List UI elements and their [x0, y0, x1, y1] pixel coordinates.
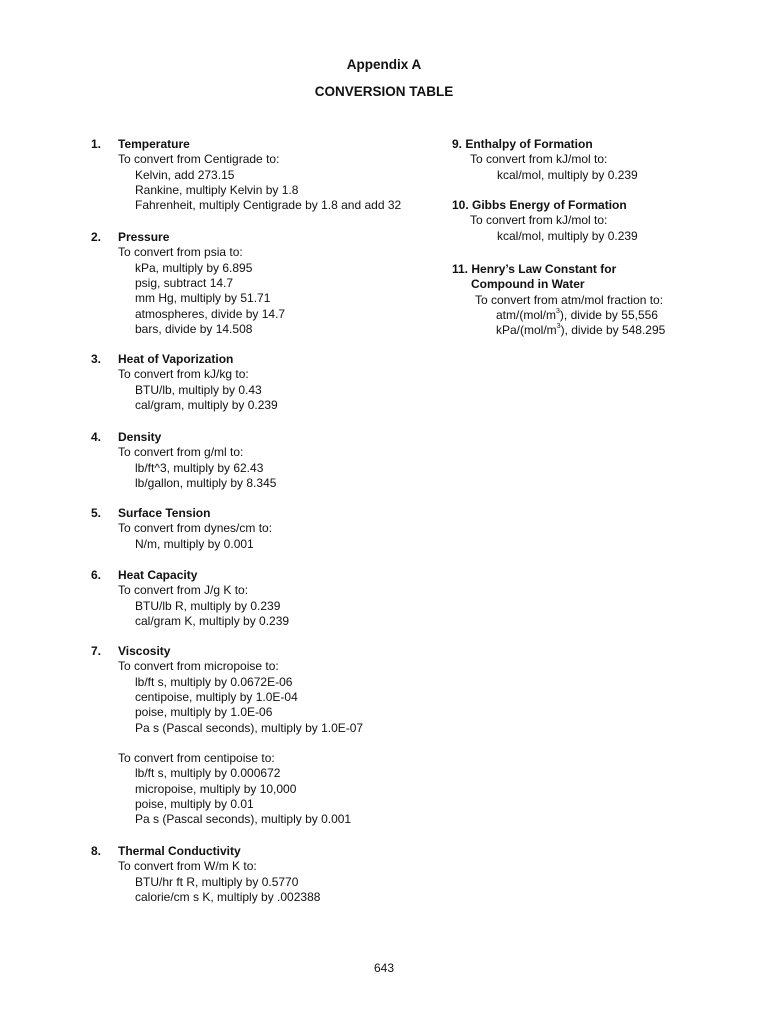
convert-from-line: To convert from J/g K to: — [118, 583, 249, 598]
section-number: 1. — [91, 137, 102, 151]
convert-from-line — [475, 293, 663, 308]
conversion-line: lb/ft^3, multiply by 62.43 — [135, 460, 264, 475]
conversion-line: psig, subtract 14.7 — [135, 275, 234, 290]
line-text: kcal/mol, multiply by 0.239 — [497, 228, 638, 243]
section-heading: Heat of Vaporization — [118, 352, 234, 366]
conversion-line: BTU/lb, multiply by 0.43 — [135, 382, 262, 397]
convert-from-line: To convert from g/ml to: — [118, 445, 244, 460]
convert-from-line: To convert from dynes/cm to: — [118, 521, 273, 536]
conversion-line: lb/ft s, multiply by 0.000672 — [135, 766, 281, 781]
conversion-line: Pa s (Pascal seconds), multiply by 0.001 — [135, 812, 352, 827]
line-text: To convert from kJ/mol to: — [470, 213, 608, 228]
section-heading: Surface Tension — [118, 506, 211, 520]
convert-from-line: To convert from centipoise to: — [118, 751, 275, 766]
line-text: kcal/mol, multiply by 0.239 — [497, 167, 638, 182]
section-number: 5. — [91, 506, 102, 520]
conversion-line: kPa, multiply by 6.895 — [135, 260, 253, 275]
conversion-line — [496, 308, 658, 323]
section-heading: 10. Gibbs Energy of Formation — [452, 198, 627, 212]
conversion-table-title: CONVERSION TABLE — [314, 84, 454, 99]
line-text: To convert from kJ/mol to: — [470, 152, 608, 167]
conversion-line: Fahrenheit, multiply Centigrade by 1.8 and add 32 — [135, 198, 402, 213]
convert-from-line: To convert from Centigrade to: — [118, 152, 280, 167]
conversion-line: micropoise, multiply by 10,000 — [135, 781, 297, 796]
conversion-line: BTU/lb R, multiply by 0.239 — [135, 598, 281, 613]
section-number: 4. — [91, 430, 102, 444]
section-number: 6. — [91, 568, 102, 582]
section-number: 7. — [91, 644, 102, 658]
conversion-line: atmospheres, divide by 14.7 — [135, 306, 286, 321]
line-text: atm/(mol/m — [496, 307, 556, 322]
convert-from-line: To convert from kJ/kg to: — [118, 367, 249, 382]
conversion-line: cal/gram K, multiply by 0.239 — [135, 613, 290, 628]
conversion-line: poise, multiply by 0.01 — [135, 797, 254, 811]
conversion-line: BTU/hr ft R, multiply by 0.5770 — [135, 874, 299, 889]
section-number: 3. — [91, 352, 102, 366]
line-text: To convert from atm/mol fraction to: — [475, 292, 664, 307]
conversion-line — [497, 229, 638, 244]
section-heading: Thermal Conductivity — [118, 844, 241, 858]
conversion-line: lb/gallon, multiply by 8.345 — [135, 475, 277, 490]
conversion-line: calorie/cm s K, multiply by .002388 — [135, 889, 321, 904]
conversion-line: bars, divide by 14.508 — [135, 321, 253, 336]
conversion-line: N/m, multiply by 0.001 — [135, 536, 254, 551]
page-number: 643 — [373, 961, 395, 975]
convert-from-line — [470, 213, 607, 228]
section-heading: Density — [118, 430, 162, 444]
section-heading: Temperature — [118, 137, 190, 151]
conversion-line: cal/gram, multiply by 0.239 — [135, 397, 278, 412]
line-text-after: ), divide by 548.295 — [560, 323, 666, 338]
conversion-line: poise, multiply by 1.0E-06 — [135, 705, 273, 720]
conversion-line: lb/ft s, multiply by 0.0672E-06 — [135, 674, 293, 689]
section-heading: 11. Henry’s Law Constant for — [452, 262, 617, 276]
line-text: kPa/(mol/m — [496, 323, 557, 338]
section-heading-cont: Compound in Water — [471, 277, 585, 292]
conversion-line: mm Hg, multiply by 51.71 — [135, 291, 271, 306]
section-number: 8. — [91, 844, 102, 858]
conversion-line: Kelvin, add 273.15 — [135, 167, 235, 182]
conversion-line — [496, 323, 665, 338]
conversion-line: Pa s (Pascal seconds), multiply by 1.0E-07 — [135, 720, 364, 735]
superscript: 3 — [556, 323, 561, 331]
conversion-line: centipoise, multiply by 1.0E-04 — [135, 689, 298, 704]
convert-from-line: To convert from micropoise to: — [118, 659, 279, 674]
convert-from-line: To convert from psia to: — [118, 245, 243, 260]
superscript: 3 — [556, 307, 560, 315]
section-number: 2. — [91, 230, 102, 244]
section-heading: Viscosity — [118, 644, 171, 658]
section-heading: Pressure — [118, 230, 170, 244]
convert-from-line — [470, 152, 607, 167]
section-heading: 9. Enthalpy of Formation — [452, 137, 593, 151]
appendix-title: Appendix A — [346, 57, 422, 72]
line-text-after: ), divide by 55,556 — [559, 307, 658, 322]
conversion-line: Rankine, multiply Kelvin by 1.8 — [135, 182, 299, 197]
convert-from-line: To convert from W/m K to: — [118, 859, 257, 874]
section-heading: Heat Capacity — [118, 568, 198, 582]
conversion-line — [497, 168, 638, 183]
